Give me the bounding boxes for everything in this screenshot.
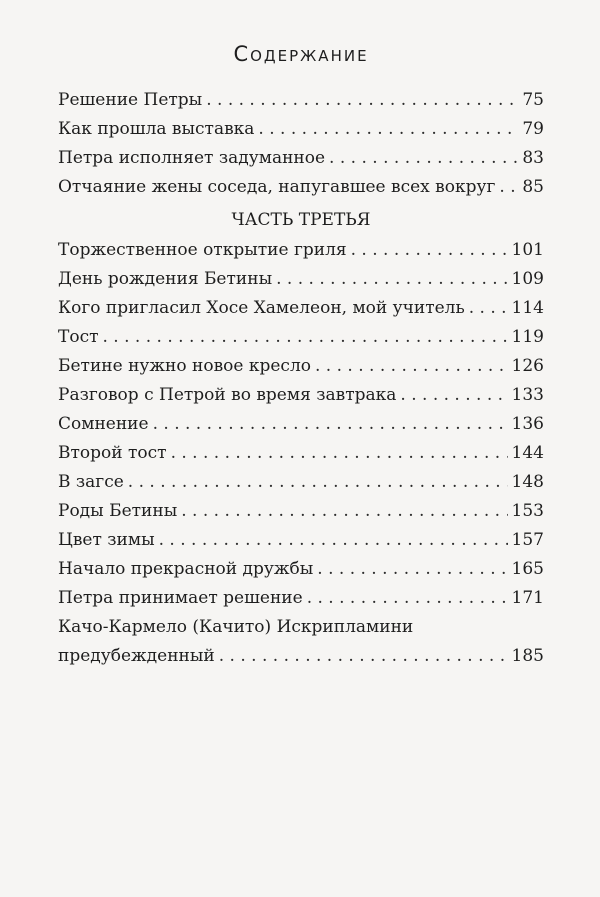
toc-entry bbox=[58, 497, 544, 526]
entry-title: Бетине нужно новое кресло bbox=[58, 356, 311, 376]
entry-title: Цвет зимы bbox=[58, 530, 155, 550]
entry-page: 126 bbox=[511, 356, 544, 376]
toc-entry bbox=[58, 468, 544, 497]
toc-entry bbox=[58, 294, 544, 323]
toc-entry bbox=[58, 323, 544, 352]
entry-title: Петра принимает решение bbox=[58, 588, 303, 608]
entry-page: 153 bbox=[511, 501, 544, 521]
entry-title: Тост bbox=[58, 327, 99, 347]
entry-page: 83 bbox=[522, 148, 544, 168]
toc-entry bbox=[58, 381, 544, 410]
entry-title: Как прошла выставка bbox=[58, 119, 255, 139]
dot-leader bbox=[351, 236, 508, 265]
dot-leader bbox=[499, 173, 518, 202]
entry-title-line1: Качо-Кармело (Качито) Искрипламини bbox=[58, 617, 414, 637]
entry-page: 185 bbox=[511, 646, 544, 666]
entry-title: Второй тост bbox=[58, 443, 167, 463]
dot-leader bbox=[400, 381, 507, 410]
toc-title: Содержание bbox=[233, 42, 369, 66]
entry-page: 136 bbox=[511, 414, 544, 434]
entry-title: Кого пригласил Хосе Хамелеон, мой учитель bbox=[58, 298, 465, 318]
dot-leader bbox=[181, 497, 507, 526]
dot-leader bbox=[159, 526, 508, 555]
entry-page: 109 bbox=[511, 269, 544, 289]
dot-leader bbox=[206, 86, 518, 115]
part-heading: ЧАСТЬ ТРЕТЬЯ bbox=[231, 210, 371, 230]
entry-title: Роды Бетины bbox=[58, 501, 178, 521]
entry-page: 171 bbox=[511, 588, 544, 608]
entry-title: Отчаяние жены соседа, напугавшее всех вокруг bbox=[58, 177, 496, 197]
dot-leader bbox=[153, 410, 508, 439]
toc-entry-multiline bbox=[58, 613, 544, 671]
dot-leader bbox=[219, 642, 508, 671]
dot-leader bbox=[258, 115, 518, 144]
dot-leader bbox=[128, 468, 508, 497]
dot-leader bbox=[315, 352, 508, 381]
entry-title: Торжественное открытие гриля bbox=[58, 240, 347, 260]
entry-page: 157 bbox=[511, 530, 544, 550]
entry-page: 114 bbox=[511, 298, 544, 318]
toc-entry bbox=[58, 584, 544, 613]
entry-page: 144 bbox=[511, 443, 544, 463]
dot-leader bbox=[103, 323, 508, 352]
toc-entry bbox=[58, 555, 544, 584]
entry-title: Сомнение bbox=[58, 414, 149, 434]
entry-title: Решение Петры bbox=[58, 90, 203, 110]
entry-title: Начало прекрасной дружбы bbox=[58, 559, 314, 579]
entry-page: 119 bbox=[511, 327, 544, 347]
entry-page: 85 bbox=[522, 177, 544, 197]
toc-entry bbox=[58, 144, 544, 173]
dot-leader bbox=[171, 439, 508, 468]
entry-page: 75 bbox=[522, 90, 544, 110]
entry-page: 165 bbox=[511, 559, 544, 579]
entry-title-line2: предубежденный bbox=[58, 646, 215, 666]
toc-entries bbox=[58, 86, 544, 671]
dot-leader bbox=[307, 584, 508, 613]
toc-entry-line2 bbox=[58, 642, 544, 671]
toc-entry bbox=[58, 86, 544, 115]
entry-title: Разговор с Петрой во время завтрака bbox=[58, 385, 397, 405]
toc-entry bbox=[58, 526, 544, 555]
toc-entry bbox=[58, 236, 544, 265]
toc-entry bbox=[58, 352, 544, 381]
toc-entry bbox=[58, 265, 544, 294]
entry-title: Петра исполняет задуманное bbox=[58, 148, 326, 168]
toc-entry bbox=[58, 173, 544, 202]
dot-leader bbox=[469, 294, 508, 323]
entry-title: День рождения Бетины bbox=[58, 269, 273, 289]
toc-entry bbox=[58, 115, 544, 144]
toc-entry bbox=[58, 410, 544, 439]
entry-page: 79 bbox=[522, 119, 544, 139]
dot-leader bbox=[329, 144, 518, 173]
entry-page: 101 bbox=[511, 240, 544, 260]
entry-title: В загсе bbox=[58, 472, 124, 492]
dot-leader bbox=[317, 555, 507, 584]
entry-page: 133 bbox=[511, 385, 544, 405]
toc-entry bbox=[58, 439, 544, 468]
entry-page: 148 bbox=[511, 472, 544, 492]
dot-leader bbox=[276, 265, 507, 294]
